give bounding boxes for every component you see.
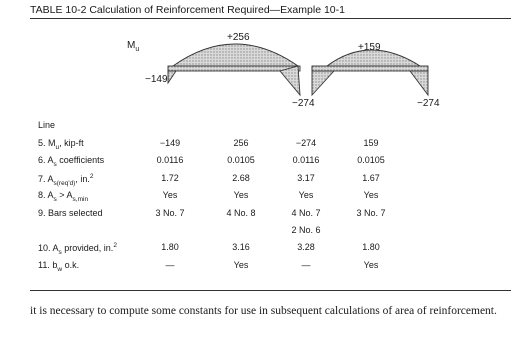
moment-label-neg-left: −149: [145, 74, 168, 85]
table-cell: 4 No. 8: [226, 208, 256, 218]
row-label: 6. $A_s$ coefficients: [38, 155, 105, 168]
table-cell: Yes: [363, 190, 379, 200]
moment-label-pos-span2: +159: [358, 42, 381, 53]
moment-span1-neg-left: [168, 71, 176, 83]
bottom-rule: [30, 290, 511, 291]
table-cell: 1.80: [362, 242, 380, 252]
table-cell: 256: [233, 138, 249, 148]
table-cell: −149: [159, 138, 181, 148]
table-cell: —: [301, 260, 311, 270]
moment-diagram: [0, 0, 521, 120]
moment-span1-axis: [168, 66, 300, 71]
row-label: 10. $A_s$ provided, in.$^2$: [38, 242, 117, 256]
line-header: Line: [38, 120, 56, 130]
row-label: 9. Bars selected: [38, 208, 103, 218]
table-cell: 3 No. 7: [155, 208, 185, 218]
table-cell: 0.0116: [292, 155, 320, 165]
moment-span2-neg-right: [410, 71, 428, 95]
table-cell: 0.0116: [156, 155, 184, 165]
table-cell: 3 No. 7: [356, 208, 386, 218]
table-cell: 1.72: [161, 173, 179, 183]
table-title: TABLE 10-2 Calculation of Reinforcement Required—Example 10-1: [30, 4, 345, 16]
table-cell: 1.67: [362, 173, 380, 183]
table-cell: 2 No. 6: [291, 225, 321, 235]
table-cell: 4 No. 7: [291, 208, 321, 218]
table-cell: 2.68: [232, 173, 250, 183]
moment-span2-axis: [312, 66, 428, 71]
table-cell: 159: [363, 138, 379, 148]
moment-span1-positive: [173, 44, 298, 66]
table-cell: Yes: [298, 190, 314, 200]
table-cell: 0.0105: [357, 155, 385, 165]
row-label: 5. $M_u$, kip-ft: [38, 138, 84, 151]
table-cell: 0.0105: [227, 155, 255, 165]
body-paragraph: it is necessary to compute some constants for use in subsequent calculations of area of reinforcement.: [30, 305, 497, 317]
table-cell: —: [165, 260, 175, 270]
moment-label-pos-span1: +256: [227, 32, 250, 43]
moment-label-neg-mid: −274: [292, 98, 315, 109]
row-label: 8. $A_s > A_{s,min}$: [38, 190, 89, 203]
table-cell: Yes: [162, 190, 178, 200]
table-cell: Yes: [233, 190, 249, 200]
moment-label-neg-right: −274: [417, 98, 440, 109]
table-cell: 1.80: [161, 242, 179, 252]
table-cell: Yes: [363, 260, 379, 270]
table-cell: 3.16: [232, 242, 250, 252]
row-label: 11. $b_w$ o.k.: [38, 260, 80, 273]
row-label: 7. $A_{s(req'd)}$, in.$^2$: [38, 173, 94, 187]
table-cell: 3.17: [297, 173, 315, 183]
table-cell: Yes: [233, 260, 249, 270]
table-cell: −274: [295, 138, 317, 148]
moment-symbol: $M_u$: [127, 40, 140, 53]
table-cell: 3.28: [297, 242, 315, 252]
moment-span1-neg-right: [280, 66, 300, 95]
